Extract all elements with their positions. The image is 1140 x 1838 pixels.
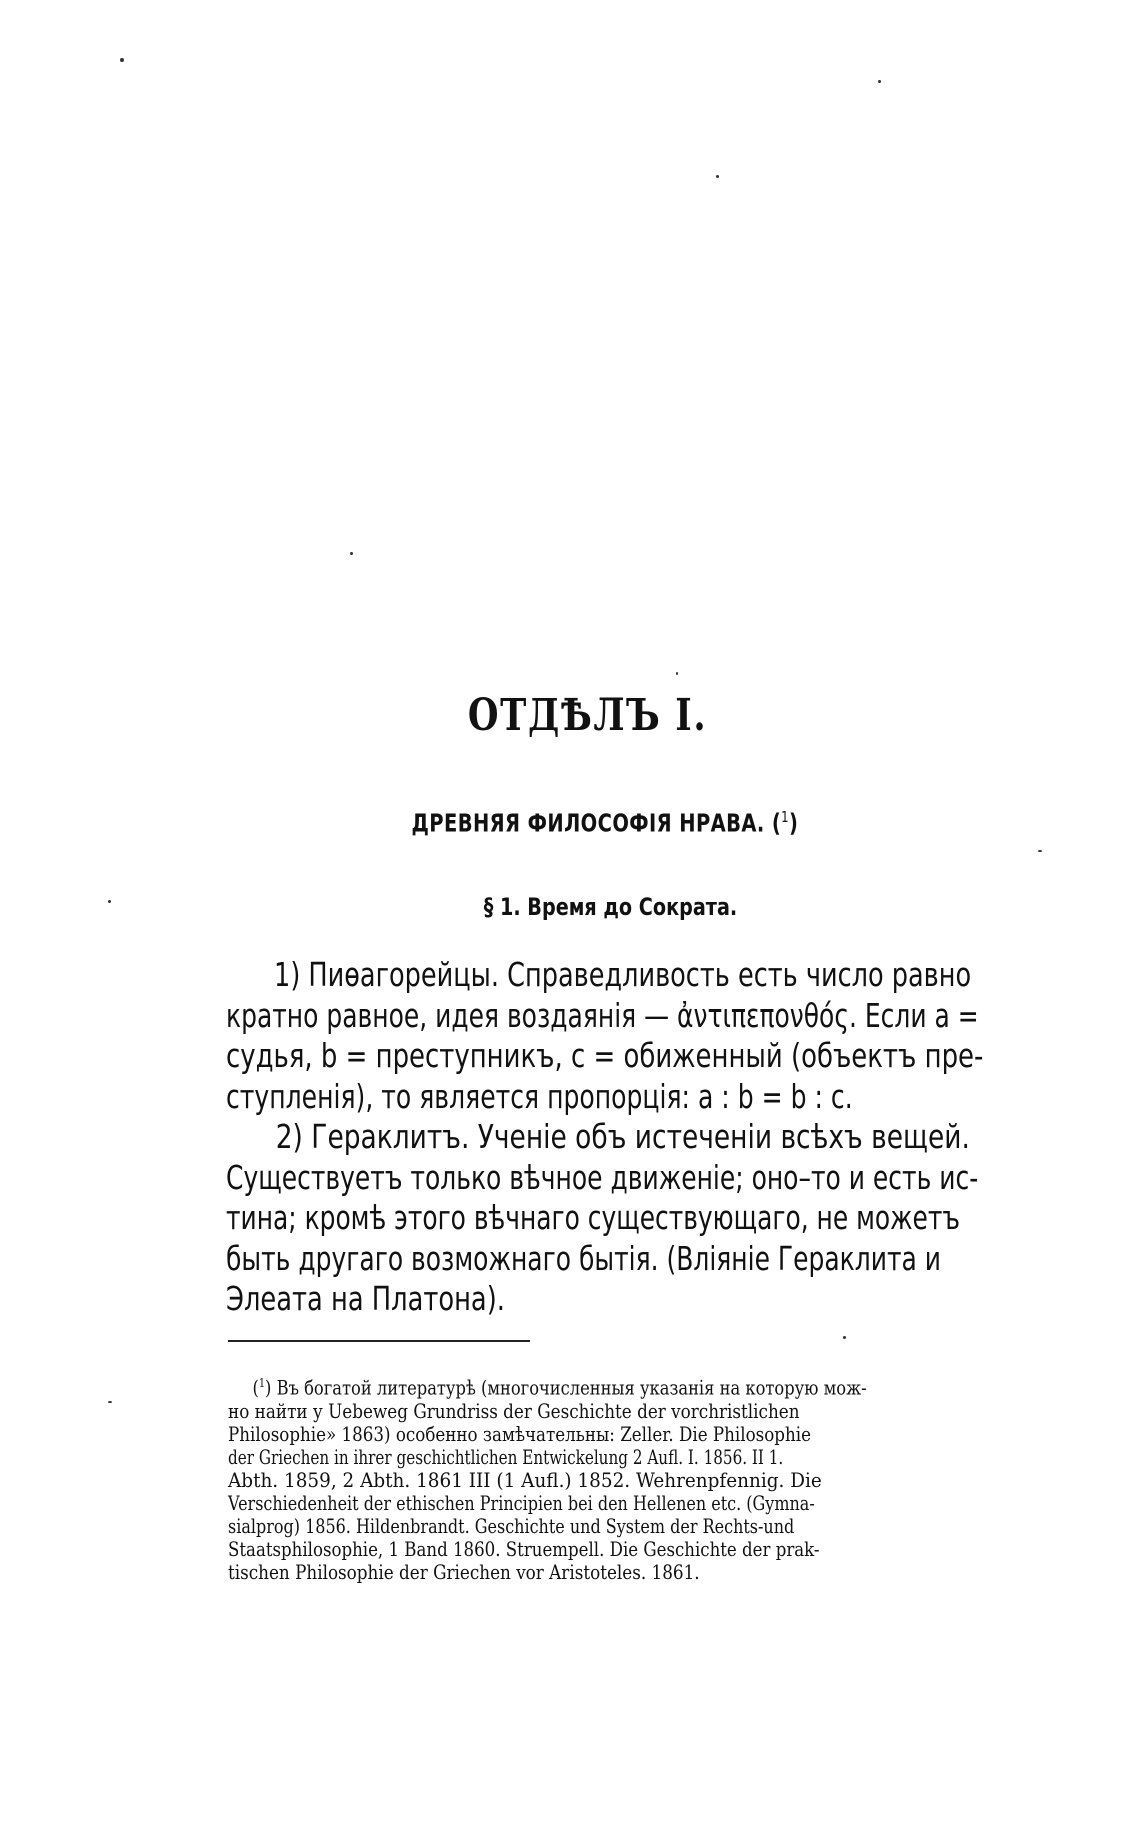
footnote-text: ) Въ богатой литературѣ (многочисленныя указанія на которую мож- xyxy=(265,1375,867,1400)
scan-speck xyxy=(843,1336,846,1339)
footnote-line: но найти у Uebeweg Grundriss der Geschichte der vorchristlichen xyxy=(228,1398,800,1423)
footnote-line: Abth. 1859, 2 Abth. 1861 III (1 Aufl.) 1852. Wehrenpfennig. Die xyxy=(228,1467,822,1492)
body-line: кратно равное, идея воздаянія — ἀντιπεπονθός. Если a = xyxy=(226,995,979,1035)
footnote xyxy=(228,1372,1064,1584)
body-line: Существуетъ только вѣчное движеніе; оно–то и есть ис- xyxy=(226,1157,979,1197)
footnote-line: sialprog) 1856. Hildenbrandt. Geschichte und System der Rechts-und xyxy=(228,1513,795,1538)
footnote-line: Philosophie» 1863) особенно замѣчательны: Zeller. Die Philosophie xyxy=(228,1421,811,1446)
paragraph-heading xyxy=(0,893,1140,921)
footnote-divider xyxy=(228,1340,530,1342)
footnote-line: der Griechen in ihrer geschichtlichen Entwickelung 2 Aufl. I. 1856. II 1. xyxy=(228,1444,784,1469)
footnote-mark: 1 xyxy=(258,1376,266,1390)
body-line: 1) Пиѳагорейцы. Справедливость есть число равно xyxy=(274,955,972,994)
part-subtitle-close: ) xyxy=(789,808,799,838)
section-title xyxy=(0,690,1140,741)
scan-speck xyxy=(108,1401,112,1403)
body-line: тина; кромѣ этого вѣчнаго существующаго, не можетъ xyxy=(226,1198,961,1237)
scan-speck xyxy=(120,58,124,62)
body-line: 2) Гераклитъ. Ученіе объ истеченіи всѣхъ вещей. xyxy=(275,1117,970,1156)
part-subtitle-wrap xyxy=(412,808,799,837)
footnote-line: tischen Philosophie der Griechen vor Aristoteles. 1861. xyxy=(228,1559,700,1584)
footnote-line: Staatsphilosophie, 1 Band 1860. Struempell. Die Geschichte der prak- xyxy=(228,1536,820,1561)
part-subtitle xyxy=(0,808,1140,837)
body-line: ступленія), то является пропорція: a : b = b : c. xyxy=(226,1076,853,1116)
footnote-reference: 1 xyxy=(781,808,790,826)
scan-speck xyxy=(1038,850,1042,852)
footnote-open-paren: ( xyxy=(252,1375,259,1400)
body-line: быть другаго возможнаго бытія. (Вліяніе Гераклита и xyxy=(226,1238,941,1278)
body-line: судья, b = преступникъ, c = обиженный (объектъ пре- xyxy=(226,1036,984,1075)
scan-speck xyxy=(676,672,678,675)
part-subtitle-text: ДРЕВНЯЯ ФИЛОСОФІЯ НРАВА. ( xyxy=(411,808,782,838)
scan-speck xyxy=(350,552,353,555)
footnote-line: Verschiedenheit der ethischen Principien bei den Hellenen etc. (Gymna- xyxy=(228,1490,815,1515)
body-text xyxy=(226,955,1064,1320)
scan-speck xyxy=(716,175,719,178)
body-line: Элеата на Платона). xyxy=(226,1279,505,1318)
scan-speck xyxy=(878,80,881,83)
paragraph-heading-text: § 1. Время до Сократа. xyxy=(483,893,737,921)
section-title-text: ОТДѢЛЪ I. xyxy=(467,690,708,741)
footnote-line xyxy=(228,1372,909,1400)
